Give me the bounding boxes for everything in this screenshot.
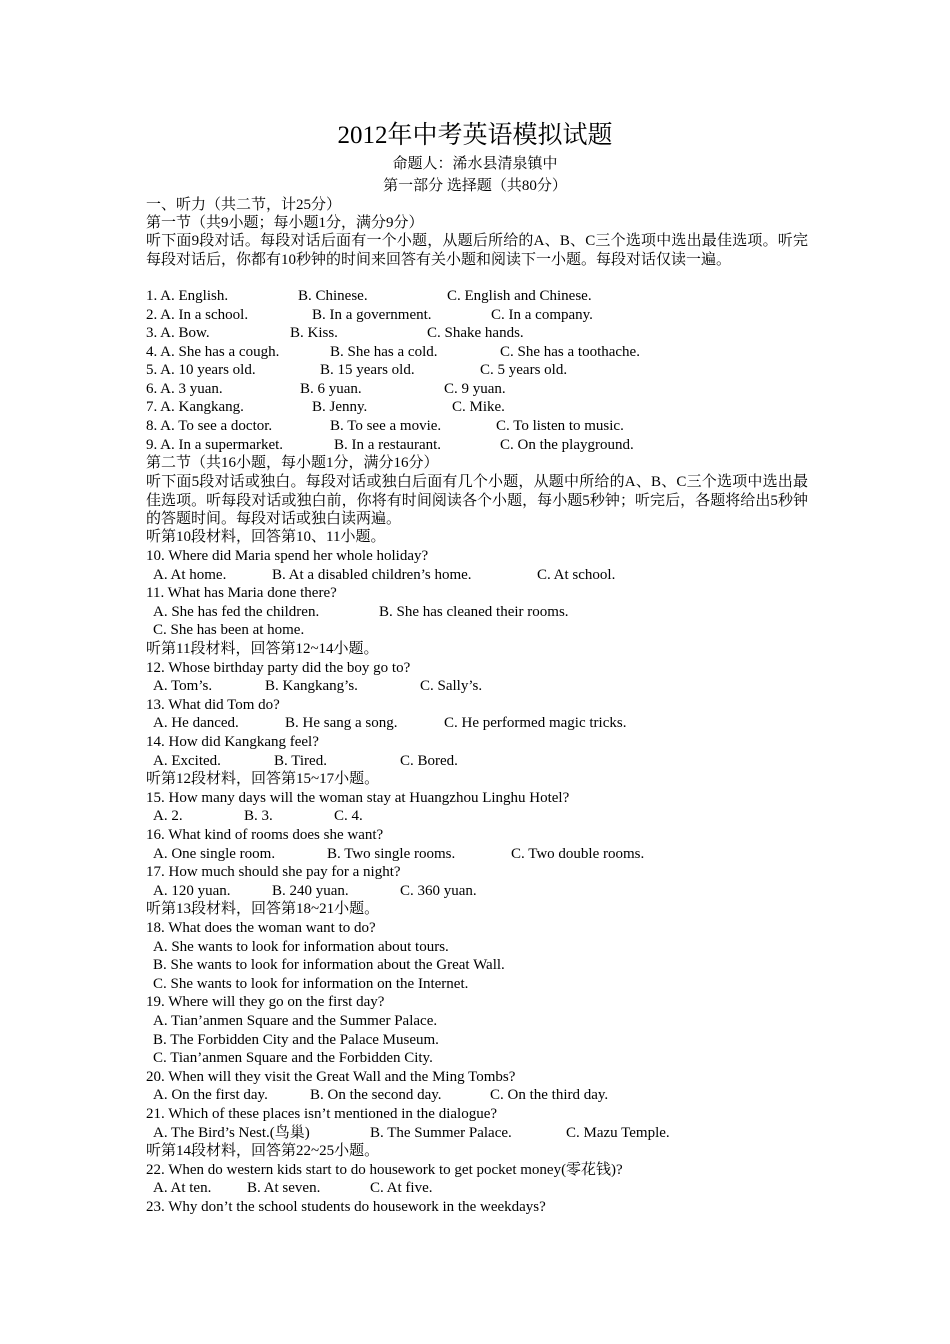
listening-heading: 一、听力（共二节，计25分） [146, 197, 342, 213]
option-b: B. 240 yuan. [272, 883, 349, 899]
option-18-a: A. She wants to look for information about tours. [153, 939, 449, 955]
question-16: 16. What kind of rooms does she want? [146, 827, 384, 843]
option-a: A. At home. [153, 567, 227, 583]
options-11 [146, 603, 806, 622]
option-c: C. At school. [537, 567, 616, 583]
question-18: 18. What does the woman want to do? [146, 920, 376, 936]
option-c: C. 4. [334, 808, 363, 824]
option-c: C. On the third day. [490, 1087, 609, 1103]
options-15 [146, 807, 806, 826]
options-10 [146, 566, 806, 585]
question-12: 12. Whose birthday party did the boy go to? [146, 660, 411, 676]
option-b: B. Kiss. [290, 325, 338, 341]
option-a: A. Excited. [153, 753, 221, 769]
option-b: B. At seven. [247, 1180, 321, 1196]
options-11-c [146, 621, 806, 640]
question-2 [146, 306, 806, 325]
material-14: 听第14段材料，回答第22~25小题。 [146, 1143, 380, 1159]
options-20 [146, 1086, 806, 1105]
option-c: C. To listen to music. [496, 418, 624, 434]
question-6 [146, 380, 806, 399]
option-c: C. 9 yuan. [444, 381, 506, 397]
option-a: A. Tom’s. [153, 678, 213, 694]
option-a: A. On the first day. [153, 1087, 268, 1103]
question-20: 20. When will they visit the Great Wall and the Ming Tombs? [146, 1069, 516, 1085]
option-b: B. In a restaurant. [334, 437, 442, 453]
option-b: B. Kangkang’s. [265, 678, 358, 694]
question-1 [146, 287, 806, 306]
exam-author: 命题人：浠水县清泉镇中 [392, 156, 558, 172]
options-14 [146, 752, 806, 771]
option-19-c: C. Tian’anmen Square and the Forbidden City. [153, 1050, 433, 1066]
option-c: C. She has a toothache. [500, 344, 640, 360]
option-18-c: C. She wants to look for information on the Internet. [153, 976, 469, 992]
option-c: C. At five. [370, 1180, 433, 1196]
option-a: 5. A. 10 years old. [146, 362, 256, 378]
option-b: B. In a government. [312, 307, 432, 323]
option-a: A. 120 yuan. [153, 883, 231, 899]
option-c: C. Shake hands. [427, 325, 524, 341]
options-22 [146, 1179, 806, 1198]
question-17: 17. How much should she pay for a night? [146, 864, 401, 880]
options-12 [146, 677, 806, 696]
options-13 [146, 714, 806, 733]
option-a: A. 2. [153, 808, 183, 824]
option-a: 8. A. To see a doctor. [146, 418, 273, 434]
question-5 [146, 361, 806, 380]
option-b: B. Two single rooms. [327, 846, 456, 862]
option-c: C. On the playground. [500, 437, 634, 453]
option-c: C. Sally’s. [420, 678, 483, 694]
question-8 [146, 417, 806, 436]
option-18-b: B. She wants to look for information about the Great Wall. [153, 957, 505, 973]
question-14: 14. How did Kangkang feel? [146, 734, 319, 750]
option-a: A. One single room. [153, 846, 276, 862]
option-c: C. Mike. [452, 399, 505, 415]
option-a: 2. A. In a school. [146, 307, 249, 323]
option-a: A. He danced. [153, 715, 239, 731]
exam-title: 2012年中考英语模拟试题 [337, 122, 613, 149]
question-10: 10. Where did Maria spend her whole holiday? [146, 548, 429, 564]
option-b: B. She has a cold. [330, 344, 438, 360]
option-a: 7. A. Kangkang. [146, 399, 244, 415]
option-a: A. She has fed the children. [153, 604, 320, 620]
question-19: 19. Where will they go on the first day? [146, 994, 385, 1010]
question-3 [146, 324, 806, 343]
question-4 [146, 343, 806, 362]
option-19-b: B. The Forbidden City and the Palace Museum. [153, 1032, 439, 1048]
option-c: C. Mazu Temple. [566, 1125, 670, 1141]
option-c: C. Two double rooms. [511, 846, 645, 862]
option-a: 1. A. English. [146, 288, 229, 304]
section2-instructions: 听下面5段对话或独白。每段对话或独白后面有几个小题，从题中所给的A、B、C三个选项中选出最佳选项。听每段对话或独白前，你将有时间阅读各个小题，每小题5秒钟；听完后，各题将给出5秒钟的答题时间。每段对话或独白读两遍。 [146, 474, 808, 528]
option-c: C. In a company. [491, 307, 593, 323]
section1-heading: 第一节（共9小题；每小题1分，满分9分） [146, 215, 424, 231]
option-a: 3. A. Bow. [146, 325, 210, 341]
material-12: 听第12段材料，回答第15~17小题。 [146, 771, 380, 787]
question-21: 21. Which of these places isn’t mentioned in the dialogue? [146, 1106, 498, 1122]
options-17 [146, 882, 806, 901]
material-10: 听第10段材料，回答第10、11小题。 [146, 529, 386, 545]
part-heading: 第一部分 选择题（共80分） [383, 178, 567, 194]
section1-instructions: 听下面9段对话。每段对话后面有一个小题，从题后所给的A、B、C三个选项中选出最佳选项。听完每段对话后，你都有10秒钟的时间来回答有关小题和阅读下一小题。每段对话仅读一遍。 [146, 233, 808, 268]
option-b: B. At a disabled children’s home. [272, 567, 472, 583]
question-9 [146, 436, 806, 455]
option-b: B. 15 years old. [320, 362, 415, 378]
question-23: 23. Why don’t the school students do housework in the weekdays? [146, 1199, 546, 1215]
option-b: B. Chinese. [298, 288, 368, 304]
option-a: 6. A. 3 yuan. [146, 381, 223, 397]
option-a: 9. A. In a supermarket. [146, 437, 284, 453]
option-c: C. She has been at home. [153, 622, 305, 638]
option-b: B. Tired. [274, 753, 327, 769]
option-b: B. Jenny. [312, 399, 368, 415]
material-11: 听第11段材料，回答第12~14小题。 [146, 641, 379, 657]
question-7 [146, 398, 806, 417]
option-c: C. He performed magic tricks. [444, 715, 627, 731]
option-c: C. 5 years old. [480, 362, 568, 378]
options-16 [146, 845, 806, 864]
option-a: A. At ten. [153, 1180, 212, 1196]
option-c: C. English and Chinese. [447, 288, 592, 304]
option-19-a: A. Tian’anmen Square and the Summer Palace. [153, 1013, 438, 1029]
option-b: B. On the second day. [310, 1087, 442, 1103]
section2-heading: 第二节（共16小题，每小题1分，满分16分） [146, 455, 439, 471]
option-b: B. She has cleaned their rooms. [379, 604, 569, 620]
option-b: B. The Summer Palace. [370, 1125, 512, 1141]
question-11: 11. What has Maria done there? [146, 585, 337, 601]
question-13: 13. What did Tom do? [146, 697, 280, 713]
material-13: 听第13段材料，回答第18~21小题。 [146, 901, 380, 917]
options-21 [146, 1124, 806, 1143]
option-b: B. To see a movie. [330, 418, 442, 434]
option-c: C. 360 yuan. [400, 883, 477, 899]
option-a: A. The Bird’s Nest.(鸟巢) [153, 1125, 310, 1141]
option-a: 4. A. She has a cough. [146, 344, 280, 360]
option-c: C. Bored. [400, 753, 458, 769]
option-b: B. 6 yuan. [300, 381, 362, 397]
option-b: B. He sang a song. [285, 715, 398, 731]
option-b: B. 3. [244, 808, 273, 824]
question-22: 22. When do western kids start to do housework to get pocket money(零花钱)? [146, 1162, 623, 1178]
question-15: 15. How many days will the woman stay at Huangzhou Linghu Hotel? [146, 790, 570, 806]
